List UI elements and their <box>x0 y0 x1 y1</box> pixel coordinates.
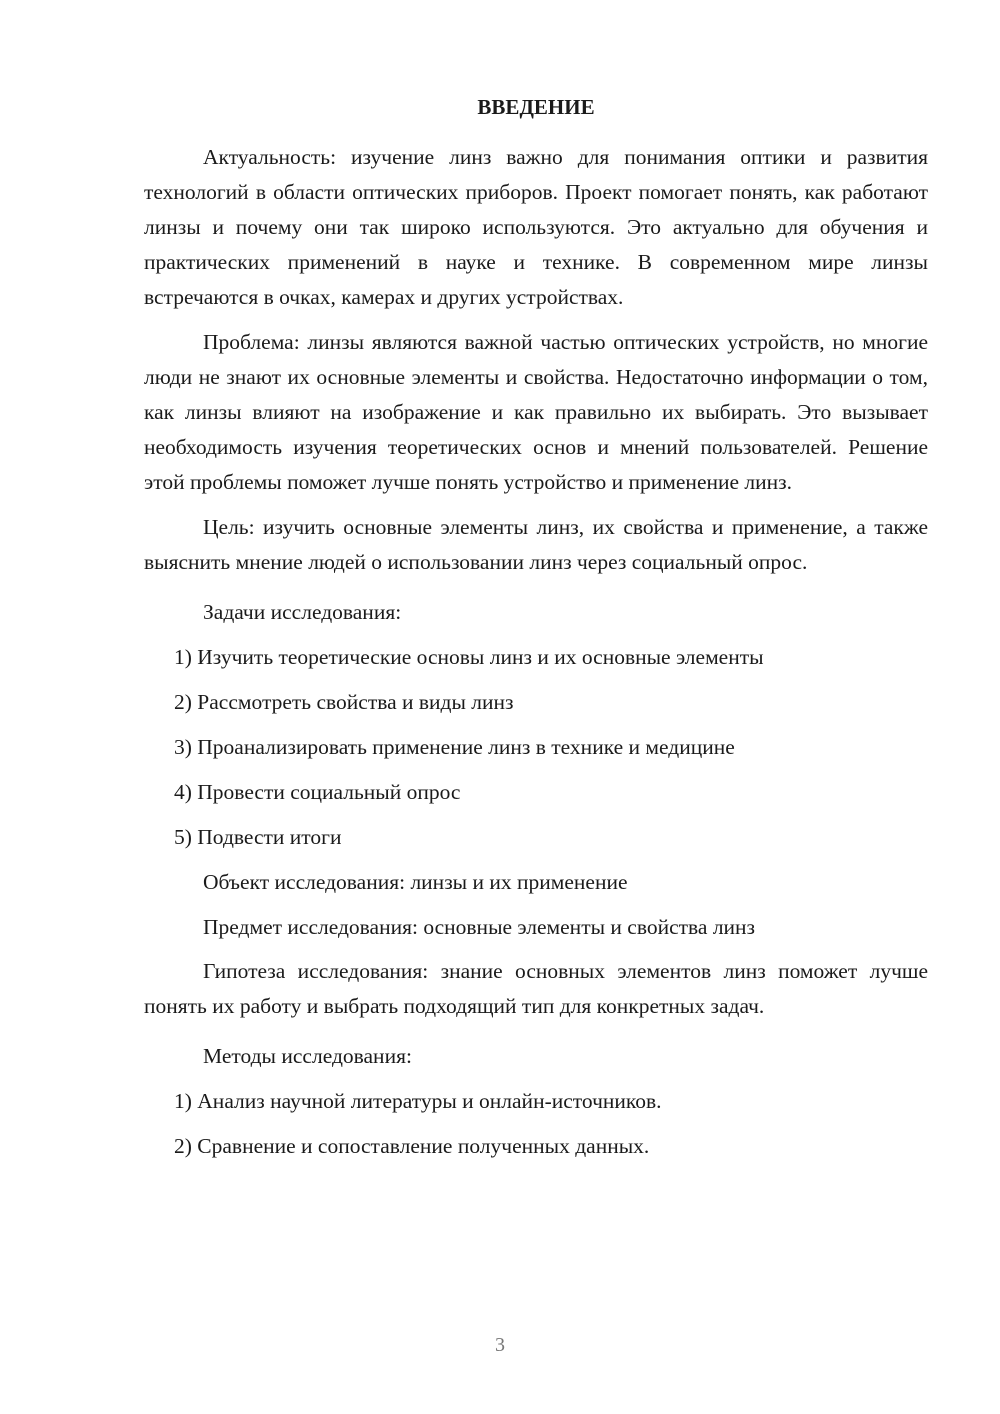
research-subject: Предмет исследования: основные элементы и свойства линз <box>203 915 756 939</box>
page-number: 3 <box>495 1334 505 1356</box>
task-item: 3) Проанализировать применение линз в технике и медицине <box>174 735 735 759</box>
problem-paragraph: Проблема: линзы являются важной частью оптических устройств, но многие люди не знают их основные элементы и свойства. Недостаточно информации о том, как линзы влияют на изображение и как правильно их выбирать. Это вызывает необходимость изучения теоретических основ и мнений пользователей. Решение этой проблемы поможет лучше понять устройство и применение линз. <box>144 330 928 494</box>
goal-paragraph: Цель: изучить основные элементы линз, их свойства и применение, а также выяснить мнение людей о использовании линз через социальный опрос. <box>144 515 928 574</box>
tasks-heading: Задачи исследования: <box>203 600 402 624</box>
method-item: 2) Сравнение и сопоставление полученных данных. <box>174 1134 650 1158</box>
section-title: ВВЕДЕНИЕ <box>477 95 595 119</box>
task-item: 2) Рассмотреть свойства и виды линз <box>174 690 514 714</box>
task-item: 5) Подвести итоги <box>174 825 342 849</box>
task-item: 4) Провести социальный опрос <box>174 780 461 804</box>
method-item: 1) Анализ научной литературы и онлайн-источников. <box>174 1089 662 1113</box>
task-item: 1) Изучить теоретические основы линз и их основные элементы <box>174 645 764 669</box>
methods-heading: Методы исследования: <box>203 1044 412 1068</box>
research-object: Объект исследования: линзы и их применение <box>203 870 628 894</box>
hypothesis-paragraph: Гипотеза исследования: знание основных элементов линз поможет лучше понять их работу и выбрать подходящий тип для конкретных задач. <box>144 959 928 1018</box>
relevance-paragraph: Актуальность: изучение линз важно для понимания оптики и развития технологий в области оптических приборов. Проект помогает понять, как работают линзы и почему они так широко используются. Это актуально для обучения и практических применений в науке и технике. В современном мире линзы встречаются в очках, камерах и других устройствах. <box>144 145 928 309</box>
document-page <box>144 92 928 1169</box>
